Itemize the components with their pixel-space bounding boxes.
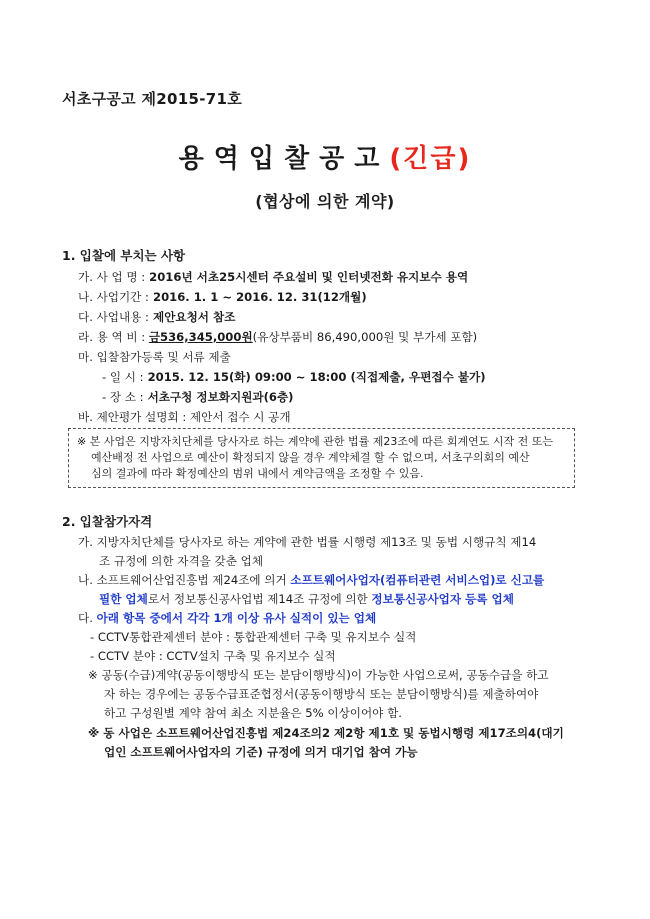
service-cost-amount: 금536,345,000원: [148, 330, 253, 344]
qualification-b-line2: 필한 업체로서 정보통신공사업법 제14조 규정에 의한 정보통신공사업자 등록 업체: [99, 592, 514, 606]
large-company-note-line1: ※ 동 사업은 소프트웨어산업진흥법 제24조의2 제2항 제1호 및 동법시행령 제17조의4(대기: [88, 726, 564, 740]
page-title: [0, 138, 650, 175]
item-registration-place: - 장 소 : 서초구청 정보화지원과(6층): [102, 390, 294, 404]
notice-number: 서초구공고 제2015-71호: [62, 90, 243, 108]
item-service-cost: 라. 용 역 비 : 금536,345,000원(유상부품비 86,490,000원 및 부가세 포함): [78, 330, 478, 344]
section1-heading: 1. 입찰에 부치는 사항: [62, 248, 186, 263]
section2-heading: 2. 입찰참가자격: [62, 514, 153, 529]
highlight-text: 필한 업체: [99, 592, 148, 606]
qualification-a-line2: 조 규정에 의한 자격을 갖춘 업체: [99, 554, 264, 568]
item-registration: 마. 입찰참가등록 및 서류 제출: [78, 350, 231, 364]
item-registration-date: - 일 시 : 2015. 12. 15(화) 09:00 ~ 18:00 (직접제출, 우편접수 불가): [102, 370, 486, 384]
page-subtitle: (협상에 의한 계약): [255, 192, 395, 211]
item-project-content: 다. 사업내용 : 제안요청서 참조: [78, 310, 236, 324]
large-company-note-line2: 업인 소프트웨어사업자의 기준) 규정에 의거 대기업 참여 가능: [104, 745, 418, 759]
highlight-text: 정보통신공사업자 등록 업체: [371, 592, 514, 606]
note-line: 심의 결과에 따라 확정예산의 범위 내에서 계약금액을 조정할 수 있음.: [91, 467, 424, 480]
item-project-name: 가. 사 업 명 : 2016년 서초25시센터 주요설비 및 인터넷전화 유지보수 용역: [78, 270, 469, 284]
note-line: 예산배정 전 사업으로 예산이 확정되지 않을 경우 계약체결 할 수 없으며, 서초구의회의 예산: [91, 451, 530, 464]
qualification-b-line1: 나. 소프트웨어산업진흥법 제24조에 의거 소프트웨어사업자(컴퓨터관련 서비스업)로 신고를: [78, 573, 545, 587]
budget-note-box: [68, 428, 575, 488]
qualification-c-item: - CCTV 분야 : CCTV설치 구축 및 유지보수 실적: [90, 649, 336, 663]
item-evaluation-briefing: 바. 제안평가 설명회 : 제안서 접수 시 공개: [78, 410, 291, 424]
qualification-c-item: - CCTV통합관제센터 분야 : 통합관제센터 구축 및 유지보수 실적: [90, 630, 417, 644]
title-urgent: (긴급): [389, 144, 472, 174]
qualification-a-line1: 가. 지방자치단체를 당사자로 하는 계약에 관한 법률 시행령 제13조 및 동법 시행규칙 제14: [78, 535, 537, 549]
highlight-text: 소프트웨어사업자(컴퓨터관련 서비스업)로 신고를: [290, 573, 545, 587]
item-project-period: 나. 사업기간 : 2016. 1. 1 ~ 2016. 12. 31(12개월): [78, 290, 367, 304]
title-main: 용역입찰공고: [178, 144, 390, 174]
note-line: ※ 본 사업은 지방자치단체를 당사자로 하는 계약에 관한 법률 제23조에 따른 회계연도 시작 전 또는: [77, 435, 553, 448]
consortium-note-line1: ※ 공동(수급)계약(공동이행방식 또는 분담이행방식)이 가능한 사업으로써, 공동수급을 하고: [88, 668, 549, 682]
consortium-note-line3: 하고 구성원별 계약 참여 최소 지분율은 5% 이상이어야 함.: [104, 706, 402, 720]
qualification-c: 다. 아래 항목 중에서 각각 1개 이상 유사 실적이 있는 업체: [78, 611, 377, 625]
highlight-text: 아래 항목 중에서 각각 1개 이상 유사 실적이 있는 업체: [96, 611, 377, 625]
consortium-note-line2: 자 하는 경우에는 공동수급표준협정서(공동이행방식 또는 분담이행방식)를 제출하여야: [104, 687, 539, 701]
